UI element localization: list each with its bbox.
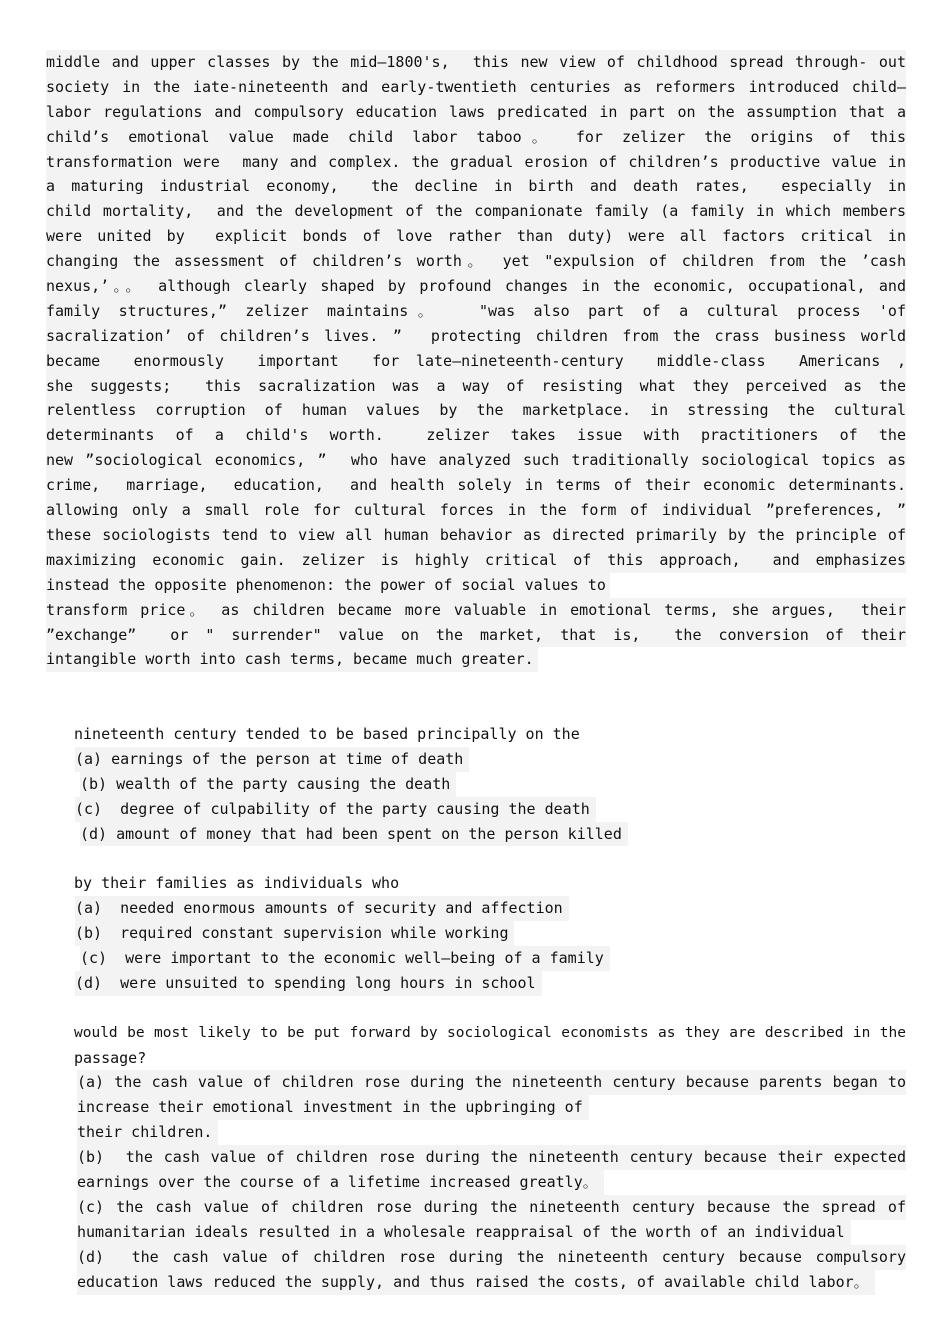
reading-passage [46,50,906,672]
answer-option-a [46,1070,906,1145]
answer-option-c: (c) degree of culpability of the party causing the death [75,797,596,822]
answer-option-d [46,1245,906,1295]
passage-line: were united by explicit bonds of love rather than duty) were all factors critical in [46,224,906,249]
passage-line: sacralization’ of children’s lives. ” protecting children from the crass business world [46,324,906,349]
passage-line: family structures,” zelizer maintains。 "was also part of a cultural process 'of [46,299,906,324]
passage-line: crime, marriage, education, and health solely in terms of their economic determinants. [46,473,906,498]
passage-line: society in the iate-nineteenth and early-twentieth centuries as reformers introduced child— [46,75,906,100]
passage-line: allowing only a small role for cultural forces in the form of individual ”preferences, ” [46,498,906,523]
passage-line: changing the assessment of children’s worth。 yet "expulsion of children from the ’cash [46,249,906,274]
question-1 [46,697,906,846]
answer-option-line: education laws reduced the supply, and thus raised the costs, of available child labor。 [77,1270,875,1295]
answer-option-line: increase their emotional investment in the upbringing of [77,1095,589,1120]
passage-line: relentless corruption of human values by the marketplace. in stressing the cultural [46,398,906,423]
answer-option-line: (a) the cash value of children rose during the nineteenth century because parents began to [77,1070,906,1095]
passage-line: these sociologists tend to view all human behavior as directed primarily by the principle of [46,523,906,548]
answer-option-line: (d) the cash value of children rose during the nineteenth century because compulsory [77,1245,906,1270]
answer-option-d: (d) amount of money that had been spent on the person killed [80,822,628,847]
passage-line: became enormously important for late—nineteenth-century middle-class Americans , [46,349,906,374]
passage-line: transformation were many and complex. the gradual erosion of children’s productive value in [46,150,906,175]
answer-option-line: (b) the cash value of children rose during the nineteenth century because their expected [77,1145,906,1170]
passage-line: a maturing industrial economy, the decline in birth and death rates, especially in [46,174,906,199]
passage-line: new ”sociological economics, ” who have analyzed such traditionally sociological topics as [46,448,906,473]
passage-line: maximizing economic gain. zelizer is highly critical of this approach, and emphasizes [46,548,906,573]
answer-option-a: (a) earnings of the person at time of death [75,747,469,772]
passage-line: middle and upper classes by the mid—1800's, this new view of childhood spread through- out [46,50,906,75]
passage-line: ”exchange” or " surrender" value on the market, that is, the conversion of their [46,623,906,648]
passage-line: child mortality, and the development of the companionate family (a family in which members [46,199,906,224]
question-3 [46,996,906,1295]
answer-option-line: humanitarian ideals resulted in a wholesale reappraisal of the worth of an individual [77,1220,851,1245]
question-stem-line: by their families as individuals who [74,874,400,893]
passage-line: labor regulations and compulsory education laws predicated in part on the assumption that a [46,100,906,125]
answer-option-b: (b) required constant supervision while working [75,921,514,946]
passage-line: transform price。 as children became more valuable in emotional terms, she argues, their [46,598,906,623]
passage-line: child’s emotional value made child labor taboo。 for zelizer the origins of this [46,125,906,150]
answer-option-line: their children. [77,1120,218,1145]
answer-option-line: (c) the cash value of children rose during the nineteenth century because the spread of [77,1195,906,1220]
passage-line: determinants of a child's worth. zelizer takes issue with practitioners of the [46,423,906,448]
answer-option-c: (c) were important to the economic well—being of a family [80,946,610,971]
question-list [46,697,906,1295]
passage-line: she suggests; this sacralization was a way of resisting what they perceived as the [46,374,906,399]
answer-option-d: (d) were unsuited to spending long hours in school [75,971,542,996]
passage-line: nexus,’。。 although clearly shaped by profound changes in the economic, occupational, and [46,274,906,299]
answer-option-c [46,1195,906,1245]
question-stem-line: would be most likely to be put forward by sociological economists as they are described in the [74,1024,906,1041]
answer-option-b [46,1145,906,1195]
question-stem-line: nineteenth century tended to be based principally on the [74,724,580,743]
question-2 [46,846,906,995]
answer-option-a: (a) needed enormous amounts of security and affection [75,896,569,921]
answer-option-line: earnings over the course of a lifetime increased greatly。 [77,1170,604,1195]
passage-line: instead the opposite phenomenon: the power of social values to [46,573,610,598]
answer-option-b: (b) wealth of the party causing the death [80,772,456,797]
question-stem-line: passage? [74,1048,147,1067]
passage-line: intangible worth into cash terms, became much greater. [46,647,538,672]
